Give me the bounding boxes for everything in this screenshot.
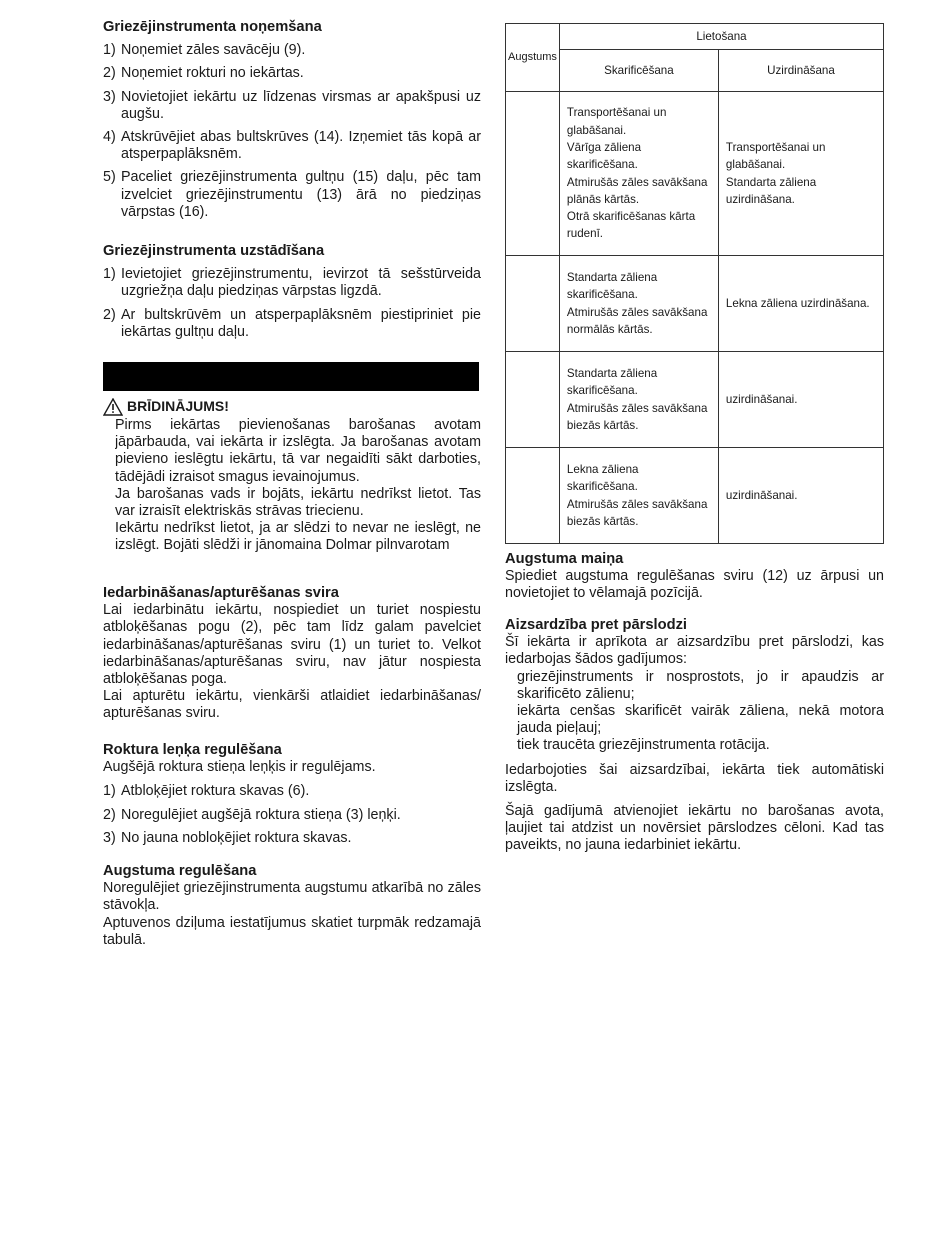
overload-paragraph: Iedarbojoties šai aizsardzībai, iekārta tiek automātiski izslēgta. (505, 761, 884, 795)
install-steps (103, 266, 481, 341)
table-row (506, 352, 884, 448)
install-section (103, 243, 481, 341)
table-row (506, 256, 884, 352)
table-row (506, 448, 884, 544)
table-cell: Standarta zāliena skarificēšana. Atmirušās zāles savākšana normālās kārtās. (559, 256, 718, 352)
overload-section (505, 617, 884, 855)
table-cell: Transportēšanai un glabāšanai. Vārīga zāliena skarificēšana. Atmirušās zāles savākšana plānās kārtās. Otrā skarificēšanas kārta rudenī. (559, 92, 718, 256)
section-header-bar (103, 362, 479, 391)
lever-paragraph: Lai iedarbinātu iekārtu, nospiediet un turiet nospiestu atbloķēšanas pogu (2), pēc tam līdz galam pavelciet iedarbināšanas/apturēšanas sviru (1) un turiet to. Velkot iedarbināšanas/apturēšanas sviru, nav jātur nospiesta atbloķēšanas poga. (103, 602, 481, 688)
warning-paragraph: Pirms iekārtas pievienošanas barošanas avotam jāpārbauda, vai iekārta ir izslēgta. Ja barošanas avotam pievieno ieslēgtu iekārtu, tā var negaidīti sākt darboties, tādējādi izraisot smagus ievainojumus. (115, 417, 481, 485)
table-cell: Transportēšanai un glabāšanai. Standarta zāliena uzirdināšana. (718, 92, 883, 256)
removal-section (103, 19, 481, 221)
list-item: 3) Novietojiet iekārtu uz līdzenas virsmas ar apakšpusi uz augšu. (103, 88, 481, 122)
right-column (505, 0, 884, 1244)
handle-intro: Augšējā roktura stieņa leņķis ir regulējams. (103, 759, 376, 776)
overload-paragraph: Šī iekārta ir aprīkota ar aizsardzību pret pārslodzi, kas iedarbojas šādos gadījumos: (505, 634, 884, 668)
warning-title: BRĪDINĀJUMS! (127, 398, 229, 415)
table-cell: uzirdināšanai. (718, 352, 883, 448)
removal-steps (103, 42, 481, 221)
warning-icon (103, 398, 123, 416)
install-heading: Griezējinstrumenta uzstādīšana (103, 243, 325, 259)
list-item: 2) Noregulējiet augšējā roktura stieņa (3) leņķi. (103, 806, 401, 823)
list-item: 1) Atbloķējiet roktura skavas (6). (103, 783, 310, 800)
table-cell: Standarta zāliena skarificēšana. Atmirušās zāles savākšana biezās kārtās. (559, 352, 718, 448)
warning-heading (103, 398, 229, 416)
warning-body (115, 417, 481, 557)
warning-paragraph: Ja barošanas vads ir bojāts, iekārtu nedrīkst lietot. Tas var izraisīt elektriskās strāvas triecienu. (115, 485, 481, 520)
handle-heading: Roktura leņķa regulēšana (103, 742, 282, 758)
list-item: iekārta cenšas skarificēt vairāk zāliena, nekā motora jauda pieļauj; (517, 703, 884, 737)
list-item: tiek traucēta griezējinstrumenta rotācija. (517, 737, 770, 754)
header-scarify: Skarificēšana (559, 50, 718, 92)
list-item: 2) Ar bultskrūvēm un atsperpaplāksnēm piestipriniet pie iekārtas gultņu daļu. (103, 306, 481, 340)
table-cell (506, 352, 560, 448)
header-height: Augstums (506, 24, 560, 92)
lever-paragraph: Lai apturētu iekārtu, vienkārši atlaidiet iedarbināšanas/ apturēšanas sviru. (103, 688, 481, 722)
lever-heading: Iedarbināšanas/apturēšanas svira (103, 585, 339, 601)
table-row (506, 92, 884, 256)
table-cell (506, 92, 560, 256)
settings-table (505, 23, 884, 544)
table-cell: Lekna zāliena uzirdināšana. (718, 256, 883, 352)
list-item: 4) Atskrūvējiet abas bultskrūves (14). Izņemiet tās kopā ar atsperpaplāksnēm. (103, 129, 481, 163)
table-cell: Lekna zāliena skarificēšana. Atmirušās zāles savākšana biezās kārtās. (559, 448, 718, 544)
table-cell (506, 448, 560, 544)
change-heading: Augstuma maiņa (505, 551, 624, 567)
left-column (103, 0, 481, 1244)
table-cell (506, 256, 560, 352)
overload-paragraph: Šajā gadījumā atvienojiet iekārtu no barošanas avota, ļaujiet tai atdzist un novērsiet pārslodzes cēloni. Kad tas paveikts, no jauna iedarbiniet iekārtu. (505, 803, 884, 854)
list-item: 5) Paceliet griezējinstrumenta gultņu (15) daļu, pēc tam izvelciet griezējinstrumentu (13) ārā no piedziņas vārpstas (16). (103, 169, 481, 220)
change-section (505, 551, 884, 603)
list-item: 2) Noņemiet rokturi no iekārtas. (103, 65, 304, 82)
list-item: griezējinstruments ir nosprostots, jo ir apaudzis ar skarificēto zālienu; (517, 668, 884, 702)
overload-heading: Aizsardzība pret pārslodzi (505, 617, 688, 633)
header-aerate: Uzirdināšana (718, 50, 883, 92)
header-usage: Lietošana (559, 24, 883, 50)
handle-steps (103, 783, 481, 847)
height-section (103, 863, 481, 949)
list-item: 1) Noņemiet zāles savācēju (9). (103, 42, 306, 59)
height-paragraph: Noregulējiet griezējinstrumenta augstumu atkarībā no zāles stāvokļa. (103, 880, 481, 914)
handle-section (103, 742, 481, 847)
list-item: 3) No jauna nobloķējiet roktura skavas. (103, 829, 352, 846)
lever-section (103, 585, 481, 723)
height-heading: Augstuma regulēšana (103, 863, 257, 879)
change-paragraph: Spiediet augstuma regulēšanas sviru (12) uz ārpusi un novietojiet to vēlamajā pozīcijā. (505, 568, 884, 602)
warning-paragraph: Iekārtu nedrīkst lietot, ja ar slēdzi to nevar ne ieslēgt, ne izslēgt. Bojāti slēdži ir jānomaina Dolmar pilnvarotam (115, 520, 481, 554)
removal-heading: Griezējinstrumenta noņemšana (103, 19, 322, 35)
height-paragraph: Aptuvenos dziļuma iestatījumus skatiet turpmāk redzamajā tabulā. (103, 914, 481, 948)
table-cell: uzirdināšanai. (718, 448, 883, 544)
list-item: 1) Ievietojiet griezējinstrumentu, ievirzot tā sešstūrveida uzgriežņa daļu piedziņas vārpstas ligzdā. (103, 266, 481, 300)
